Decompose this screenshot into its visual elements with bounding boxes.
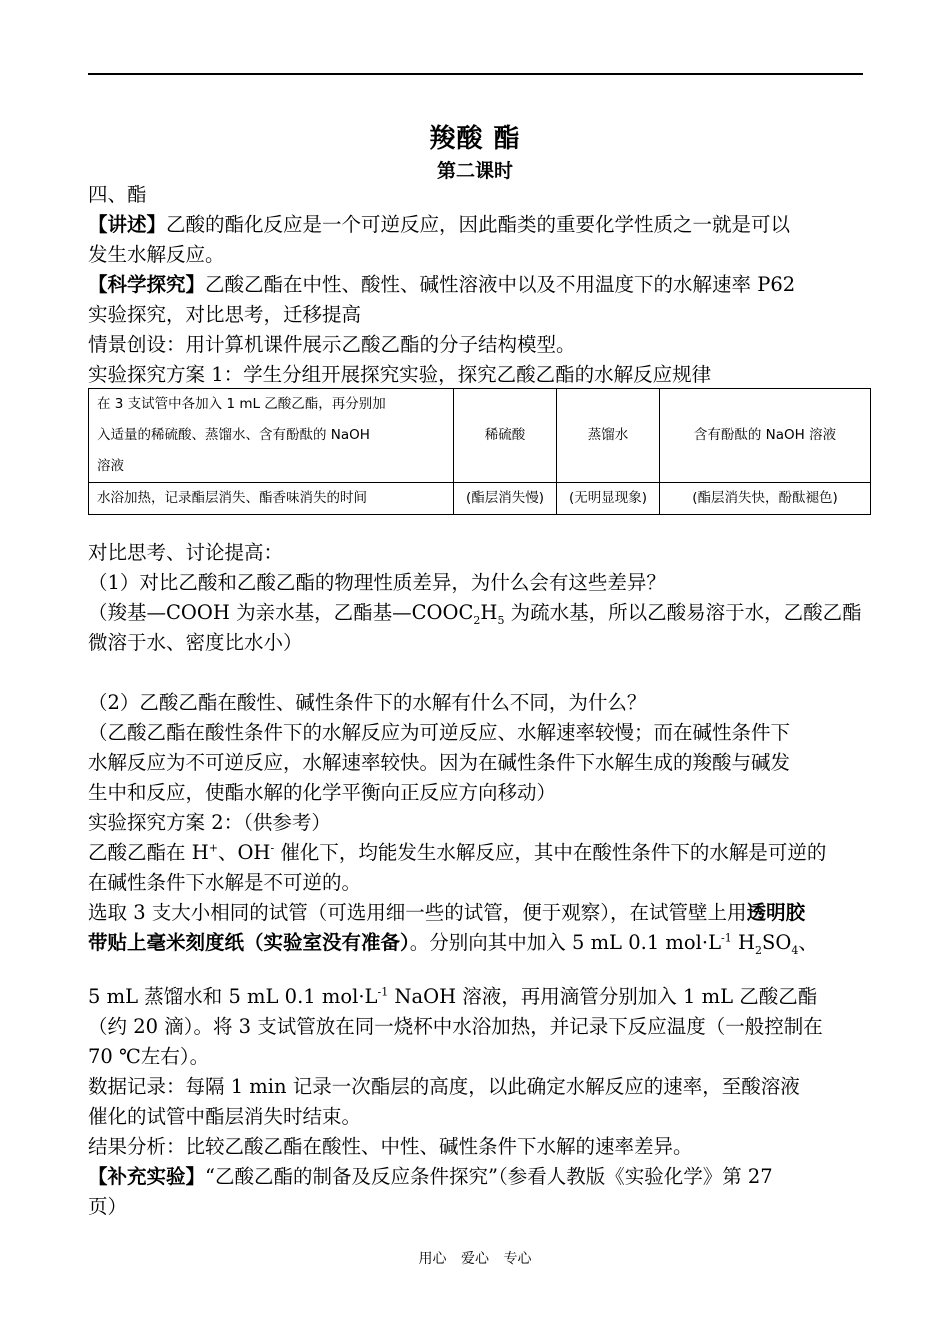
explore-line1: 乙酸乙酯在中性、酸性、碱性溶液中以及不用温度下的水解速率 P62 <box>205 273 796 296</box>
page-title: 羧酸 酯 <box>429 124 521 154</box>
plan2-line2: 在碱性条件下水解是不可逆的。 <box>88 871 362 894</box>
header-rule <box>88 73 863 75</box>
select-line2 <box>88 928 866 958</box>
plan2-text: 实验探究方案 2：（供参考） <box>88 811 331 834</box>
text-run: 。分别向其中加入 5 mL 0.1 mol·L <box>409 931 722 954</box>
answer-2-line2: 水解反应为不可逆反应，水解速率较快。因为在碱性条件下水解生成的羧酸与碱发 <box>88 751 791 774</box>
text-run: 为疏水基，所以乙酸易溶于水，乙酸乙酯 <box>504 601 862 624</box>
text-run: 、OH <box>217 841 271 864</box>
explore-paragraph <box>88 270 866 300</box>
scene-text: 情景创设：用计算机课件展示乙酸乙酯的分子结构模型。 <box>88 333 576 356</box>
table-cell: (酯层消失快，酚酞褪色) <box>660 483 871 515</box>
table-cell: (酯层消失慢) <box>454 483 557 515</box>
bold-run: 带贴上毫米刻度纸（实验室没有准备） <box>88 931 410 954</box>
plan1-text: 实验探究方案 1：学生分组开展探究实验，探究乙酸乙酯的水解反应规律 <box>88 363 712 386</box>
superscript: - <box>270 841 275 855</box>
data-record-line1: 数据记录：每隔 1 min 记录一次酯层的高度，以此确定水解反应的速率，至酸溶液 <box>88 1075 800 1098</box>
page-footer: 用心 爱心 专心 <box>418 1251 532 1267</box>
answer-2-line1: （乙酸乙酯在酸性条件下的水解反应为可逆反应、水解速率较慢；而在碱性条件下 <box>88 721 791 744</box>
text-run: （羧基—COOH 为亲水基，乙酯基—COOC <box>88 601 474 624</box>
supplement-tag: 【补充实验】 <box>88 1165 206 1188</box>
answer-1-line1 <box>88 598 866 628</box>
cell-line: 在 3 支试管中各加入 1 mL 乙酸乙酯，再分别加 <box>97 396 386 412</box>
plan2-line1 <box>88 838 866 868</box>
table-cell <box>89 389 454 483</box>
compare-heading: 对比思考、讨论提高： <box>88 541 284 564</box>
table-cell: 蒸馏水 <box>557 389 660 483</box>
table-cell: 稀硫酸 <box>454 389 557 483</box>
question-2: （2）乙酸乙酯在酸性、碱性条件下的水解有什么不同，为什么？ <box>88 691 647 714</box>
section-heading: 四、酯 <box>88 183 147 206</box>
lecture-line1: 乙酸的酯化反应是一个可逆反应，因此酯类的重要化学性质之一就是可以 <box>166 213 791 236</box>
text-run: 催化下，均能发生水解反应，其中在酸性条件下的水解是可逆的 <box>274 841 827 864</box>
supplement-line1 <box>88 1162 866 1192</box>
subscript: 2 <box>754 943 762 957</box>
select-line5: 70 ℃左右）。 <box>88 1045 210 1068</box>
table-row <box>89 483 871 515</box>
bold-run: 透明胶 <box>746 901 806 924</box>
question-1: （1）对比乙酸和乙酸乙酯的物理性质差异，为什么会有这些差异？ <box>88 571 666 594</box>
select-line3 <box>88 982 866 1012</box>
text-run: 选取 3 支大小相同的试管（可选用细一些的试管，便于观察），在试管壁上用 <box>88 901 747 924</box>
text-run: 5 mL 蒸馏水和 5 mL 0.1 mol·L <box>88 985 378 1008</box>
cell-line: 溶液 <box>97 458 124 474</box>
lecture-paragraph <box>88 210 866 240</box>
table-cell: 水浴加热，记录酯层消失、酯香味消失的时间 <box>89 483 454 515</box>
table-row <box>89 389 871 483</box>
superscript: + <box>208 841 218 855</box>
select-line1 <box>88 898 866 928</box>
answer-2-line3: 生中和反应，使酯水解的化学平衡向正反应方向移动） <box>88 781 557 804</box>
lecture-tag: 【讲述】 <box>88 213 167 236</box>
lecture-line2: 发生水解反应。 <box>88 243 225 266</box>
subscript: 2 <box>473 613 481 627</box>
page-subtitle: 第二课时 <box>436 160 513 182</box>
subscript: 4 <box>791 943 799 957</box>
text-run: 乙酸乙酯在 H <box>88 841 209 864</box>
table-cell: 含有酚酞的 NaOH 溶液 <box>660 389 871 483</box>
text-run: NaOH 溶液，再用滴管分别加入 1 mL 乙酸乙酯 <box>388 985 818 1008</box>
supplement-line2: 页） <box>88 1195 128 1218</box>
select-line4: （约 20 滴）。将 3 支试管放在同一烧杯中水浴加热，并记录下反应温度（一般控制在 <box>88 1015 823 1038</box>
result-text: 结果分析：比较乙酸乙酯在酸性、中性、碱性条件下水解的速率差异。 <box>88 1135 693 1158</box>
experiment-table <box>88 388 871 515</box>
text-run: 、 <box>798 931 818 954</box>
data-record-line2: 催化的试管中酯层消失时结束。 <box>88 1105 362 1128</box>
text-run: H <box>480 601 498 624</box>
table-cell: (无明显现象) <box>557 483 660 515</box>
explore-tag: 【科学探究】 <box>88 273 206 296</box>
text-run: SO <box>761 931 792 954</box>
superscript: -1 <box>721 931 732 945</box>
answer-1-line2: 微溶于水、密度比水小） <box>88 631 303 654</box>
cell-line: 入适量的稀硫酸、蒸馏水、含有酚酞的 NaOH <box>97 427 370 443</box>
explore-line2: 实验探究，对比思考，迁移提高 <box>88 303 362 326</box>
subscript: 5 <box>497 613 505 627</box>
text-run: “乙酸乙酯的制备及反应条件探究”（参看人教版《实验化学》第 27 <box>205 1165 773 1188</box>
superscript: -1 <box>377 985 389 999</box>
text-run: H <box>731 931 755 954</box>
